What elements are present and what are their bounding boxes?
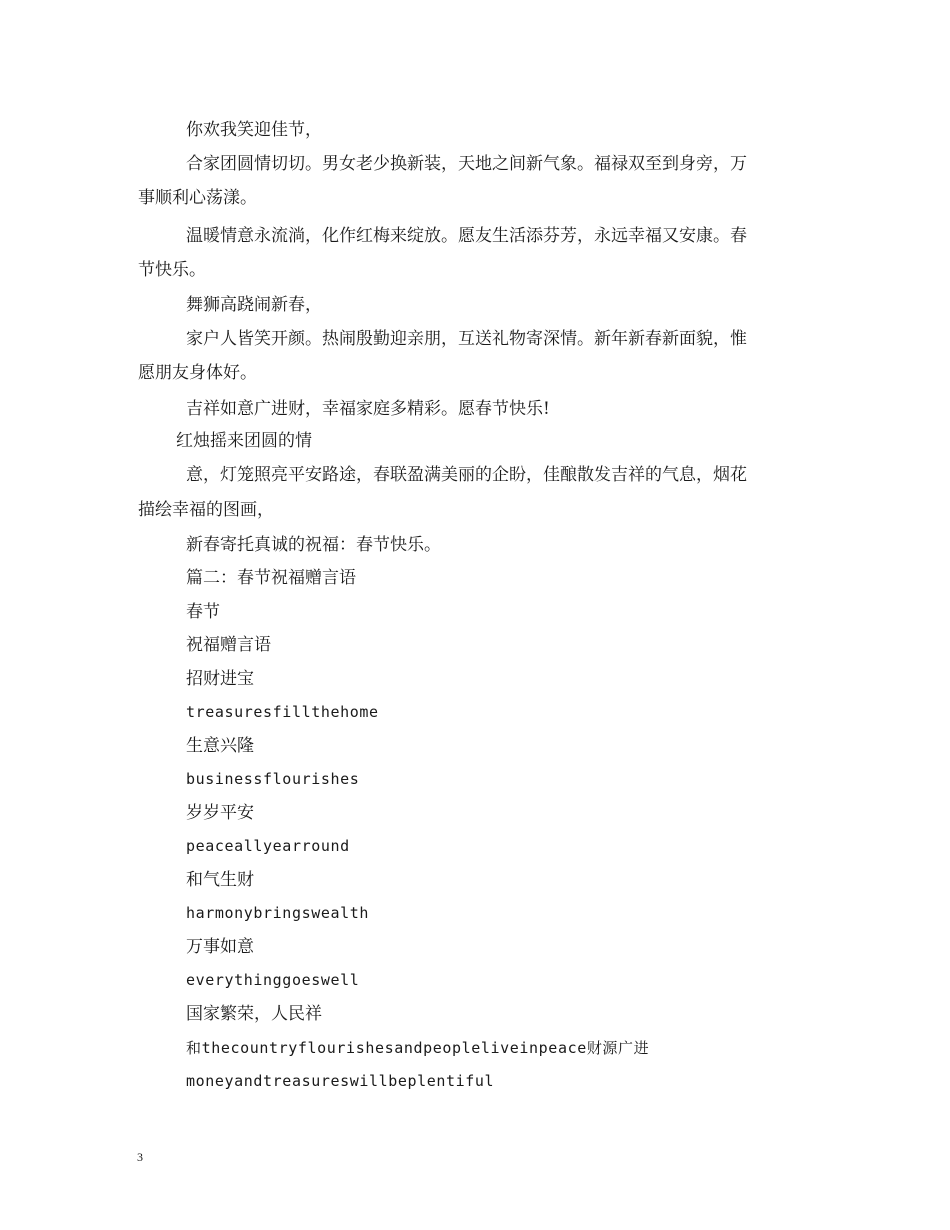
section-heading: 篇二：春节祝福赠言语	[186, 568, 356, 588]
text-line: 意，灯笼照亮平安路途，春联盈满美丽的企盼，佳酿散发吉祥的气息，烟花	[186, 465, 747, 485]
text-line: 合家团圆情切切。男女老少换新装，天地之间新气象。福禄双至到身旁，万	[186, 154, 747, 174]
text-line: 春节	[186, 602, 220, 622]
text-line: 事顺利心荡漾。	[138, 188, 257, 208]
text-line: 愿朋友身体好。	[138, 363, 257, 383]
text-line-english: treasuresfillthehome	[186, 703, 379, 721]
text-line: 招财进宝	[186, 669, 254, 689]
text-line-english: businessflourishes	[186, 770, 360, 788]
page-number: 3	[137, 1150, 143, 1164]
text-line: 国家繁荣，人民祥	[186, 1004, 322, 1024]
text-line-english: harmonybringswealth	[186, 904, 369, 922]
text-line-english: moneyandtreasureswillbeplentiful	[186, 1072, 495, 1090]
text-line: 描绘幸福的图画，	[138, 500, 274, 520]
text-line: 吉祥如意广进财，幸福家庭多精彩。愿春节快乐!	[186, 399, 550, 419]
text-line: 生意兴隆	[186, 736, 254, 756]
text-line: 红烛摇来团圆的情	[176, 431, 312, 451]
text-line: 家户人皆笑开颜。热闹殷勤迎亲朋，互送礼物寄深情。新年新春新面貌，惟	[186, 329, 747, 349]
text-line: 祝福赠言语	[186, 635, 271, 655]
text-line-mixed: 和thecountryflourishesandpeopleliveinpeace财源广进	[186, 1039, 650, 1057]
text-line: 新春寄托真诚的祝福：春节快乐。	[186, 535, 441, 555]
text-line: 和气生财	[186, 870, 254, 890]
text-line: 你欢我笑迎佳节，	[186, 120, 322, 140]
text-line-english: everythinggoeswell	[186, 971, 360, 989]
text-line-english: peaceallyearround	[186, 837, 350, 855]
text-line: 万事如意	[186, 937, 254, 957]
text-line: 节快乐。	[138, 260, 206, 280]
text-line: 舞狮高跷闹新春，	[186, 295, 322, 315]
text-line: 温暖情意永流淌，化作红梅来绽放。愿友生活添芬芳，永远幸福又安康。春	[186, 226, 747, 246]
text-line: 岁岁平安	[186, 803, 254, 823]
